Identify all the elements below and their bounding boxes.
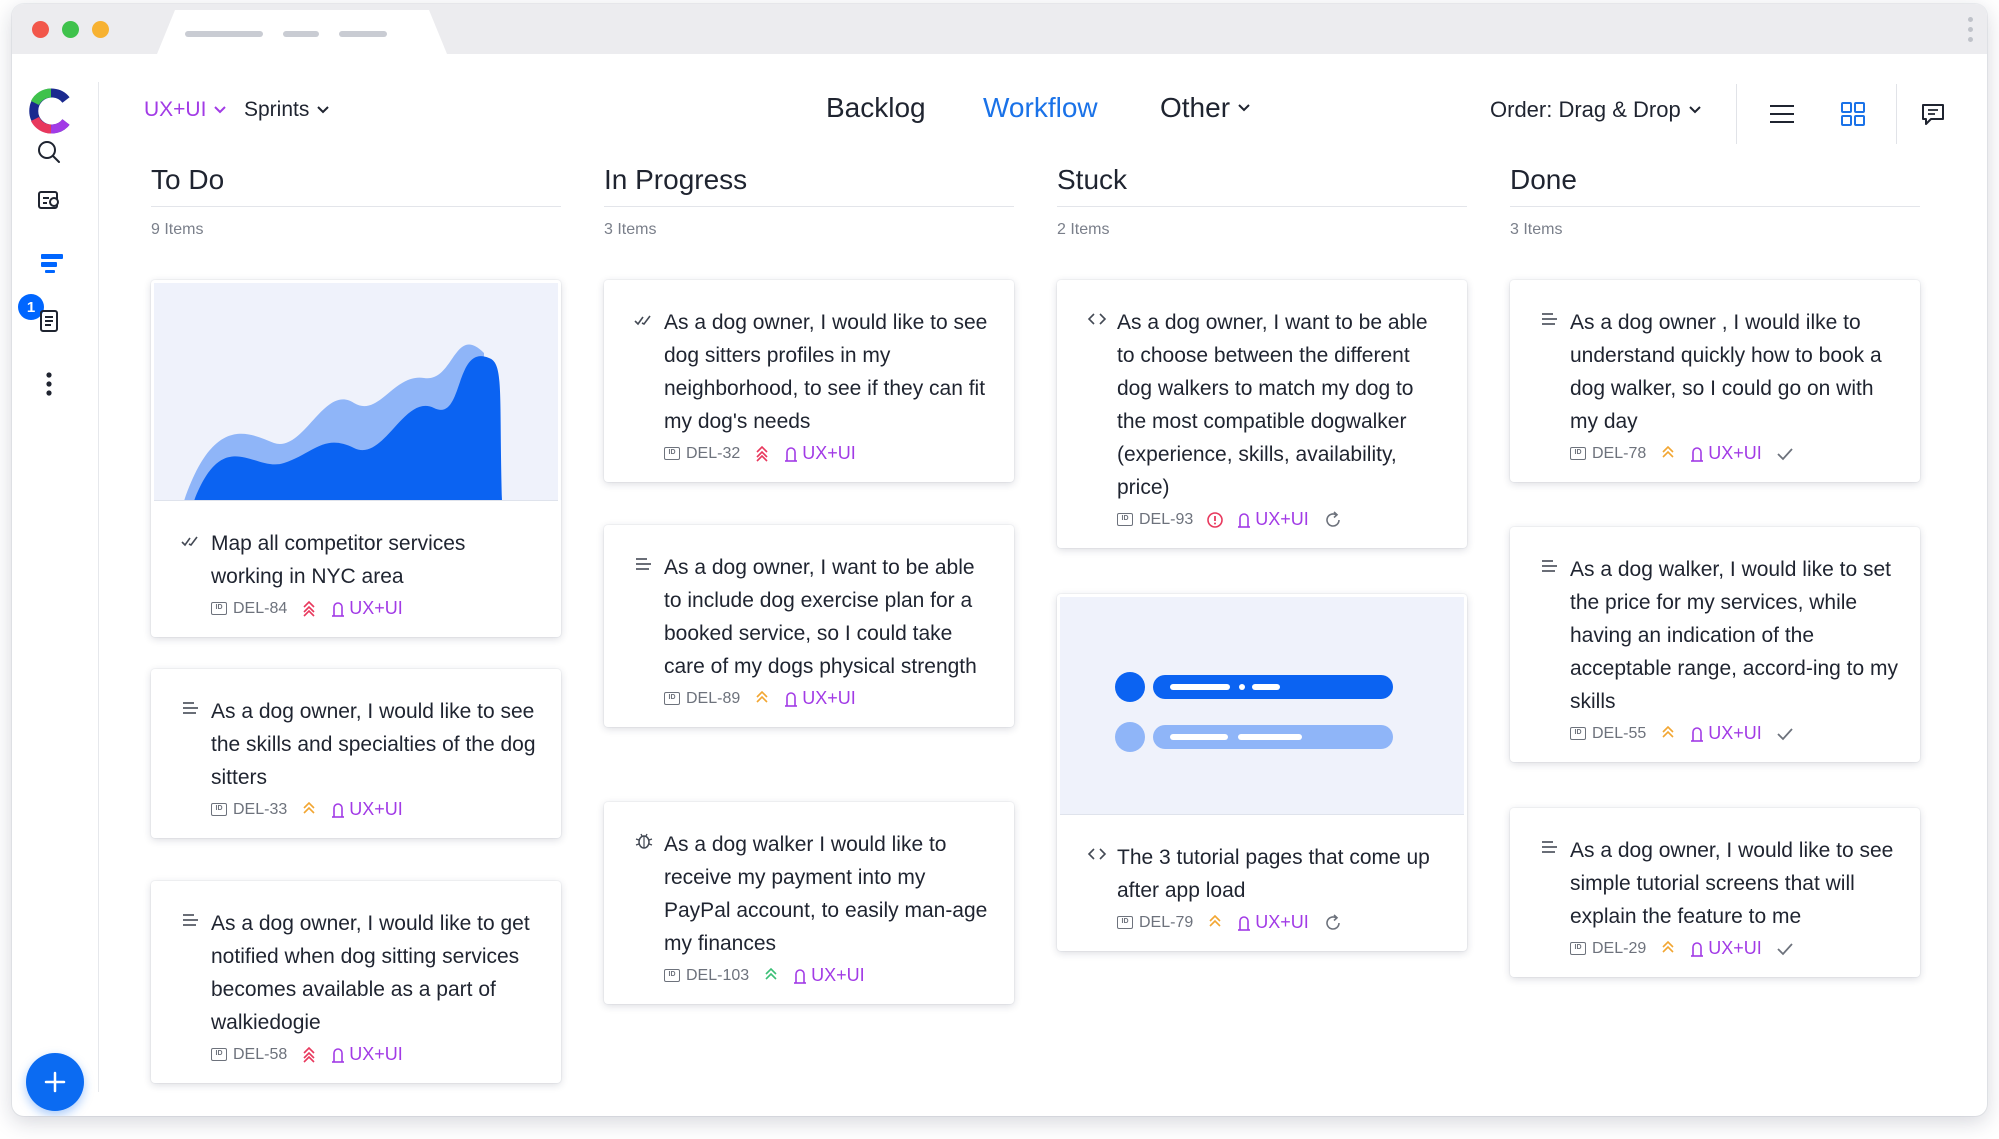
task-icon (634, 310, 654, 328)
plus-icon (43, 1070, 67, 1094)
tab-placeholder-line (283, 31, 319, 37)
card-title: As a dog owner , I would ilke to understand quickly how to book a dog walker, so I could go on with my day (1570, 311, 1882, 433)
card-tag[interactable] (331, 598, 403, 619)
card-tag[interactable] (784, 443, 856, 464)
refresh-icon[interactable] (1323, 913, 1343, 933)
board-column (1510, 164, 1920, 239)
more-vertical-icon[interactable] (29, 364, 69, 404)
tab-workflow[interactable] (983, 92, 1098, 124)
app-logo[interactable] (28, 88, 74, 134)
column-title: Stuck (1057, 164, 1467, 207)
card-id (1570, 445, 1646, 463)
card-title: As a dog owner, I want to be able to include dog exercise plan for a booked service, so I could take care of my dogs physical strength (664, 556, 977, 678)
toolbar-divider (1896, 84, 1897, 144)
card-id-label: DEL-93 (1139, 510, 1194, 528)
task-card[interactable] (1510, 527, 1920, 762)
card-tag[interactable] (1690, 938, 1762, 959)
tag-label: UX+UI (349, 1044, 403, 1064)
id-icon: ID (1117, 916, 1133, 929)
task-card[interactable] (151, 280, 561, 637)
card-tag[interactable] (784, 688, 856, 709)
task-card[interactable] (1057, 280, 1467, 548)
card-body (604, 802, 1014, 1004)
id-icon: ID (1117, 513, 1133, 526)
card-id (211, 1046, 287, 1064)
task-card[interactable] (604, 802, 1014, 1004)
user-icon (793, 968, 807, 984)
tab-label: Other (1160, 92, 1231, 123)
card-id-label: DEL-33 (233, 800, 288, 818)
id-icon: ID (1570, 942, 1586, 955)
column-item-count: 2 Items (1057, 221, 1110, 238)
card-body (1057, 280, 1467, 548)
task-card[interactable] (151, 881, 561, 1083)
chevron-down-icon (214, 106, 226, 114)
task-card[interactable] (604, 280, 1014, 482)
maximize-window-button[interactable] (92, 21, 109, 38)
priority-high-icon (301, 601, 317, 617)
tag-label: UX+UI (811, 965, 865, 985)
check-icon (1776, 726, 1794, 742)
id-icon: ID (664, 969, 680, 982)
add-item-button[interactable] (26, 1053, 84, 1111)
card-id (1117, 511, 1193, 529)
card-id (664, 690, 740, 708)
story-icon (634, 555, 654, 573)
card-tag[interactable] (331, 1044, 403, 1065)
card-body (1510, 280, 1920, 482)
tab-other[interactable] (1160, 92, 1250, 124)
card-title: As a dog owner, I would like to get notified when dog sitting services becomes available as a part of walkiedogie (211, 912, 530, 1034)
card-id-label: DEL-79 (1139, 913, 1194, 931)
notes-icon[interactable] (29, 301, 69, 341)
user-icon (784, 691, 798, 707)
card-body (604, 525, 1014, 727)
tab-placeholder-line (185, 31, 263, 37)
card-tag[interactable] (1690, 723, 1762, 744)
close-window-button[interactable] (32, 21, 49, 38)
priority-medium-icon (754, 691, 770, 707)
comments-icon[interactable] (1913, 94, 1953, 134)
board-column (1057, 164, 1467, 239)
card-meta (1570, 938, 1900, 959)
window-titlebar (12, 4, 1987, 54)
id-icon: ID (211, 602, 227, 615)
story-icon (181, 699, 201, 717)
column-title: To Do (151, 164, 561, 207)
user-icon (331, 802, 345, 818)
priority-high-icon (754, 446, 770, 462)
tag-label: UX+UI (1255, 912, 1309, 932)
order-label: Order: Drag & Drop (1490, 97, 1681, 122)
card-tag[interactable] (1237, 912, 1309, 933)
tab-placeholder-line (339, 31, 387, 37)
card-id (664, 445, 740, 463)
card-tag[interactable] (793, 965, 865, 986)
card-thumbnail (1060, 597, 1464, 815)
sidebar-divider (98, 82, 99, 1092)
chevron-down-icon (1689, 106, 1701, 114)
user-icon (1237, 915, 1251, 931)
tab-label: Backlog (826, 92, 926, 123)
board-column (151, 164, 561, 239)
card-body (604, 280, 1014, 482)
id-icon: ID (1570, 447, 1586, 460)
window-more-icon[interactable] (1968, 17, 1973, 42)
card-tag[interactable] (331, 799, 403, 820)
user-icon (1690, 446, 1704, 462)
card-id (1570, 940, 1646, 958)
card-tag[interactable] (1690, 443, 1762, 464)
card-body (151, 669, 561, 838)
list-view-icon[interactable] (1762, 94, 1802, 134)
story-icon (1540, 838, 1560, 856)
card-id (1570, 725, 1646, 743)
card-body (1057, 815, 1467, 951)
card-meta (211, 1044, 541, 1065)
card-meta (211, 799, 541, 820)
card-meta (664, 443, 994, 464)
column-title: Done (1510, 164, 1920, 207)
card-thumbnail (154, 283, 558, 501)
card-meta (664, 965, 994, 986)
priority-medium-icon (301, 802, 317, 818)
card-meta (211, 598, 541, 619)
project-label: UX+UI (144, 98, 207, 121)
toolbar-divider (1736, 84, 1737, 144)
area-chart-illustration (154, 283, 558, 501)
code-icon (1087, 310, 1107, 328)
card-id (211, 801, 287, 819)
minimize-window-button[interactable] (62, 21, 79, 38)
id-icon: ID (211, 803, 227, 816)
card-id-label: DEL-32 (686, 444, 741, 462)
tag-label: UX+UI (1255, 509, 1309, 529)
card-id (1117, 914, 1193, 932)
column-item-count: 3 Items (1510, 221, 1563, 238)
card-title: As a dog owner, I want to be able to choose between the different dog walkers to match my dog to the most compatible dogwalker (experience, skills, availability, price) (1117, 311, 1428, 499)
task-icon (181, 531, 201, 549)
left-sidebar (12, 54, 98, 1094)
card-title: As a dog owner, I would like to see dog sitters profiles in my neighborhood, to see if they can fit my dog's needs (664, 311, 988, 433)
notification-badge: 1 (18, 294, 44, 320)
story-icon (181, 911, 201, 929)
id-icon: ID (1570, 727, 1586, 740)
priority-medium-icon (1660, 446, 1676, 462)
sprints-dropdown[interactable] (244, 98, 329, 122)
card-title: The 3 tutorial pages that come up after app load (1117, 846, 1430, 902)
priority-medium-icon (1660, 726, 1676, 742)
task-card[interactable] (1510, 808, 1920, 977)
sprints-label: Sprints (244, 98, 310, 121)
user-icon (1690, 726, 1704, 742)
card-id-label: DEL-89 (686, 689, 741, 707)
card-title: Map all competitor services working in NYC area (211, 532, 466, 588)
tag-label: UX+UI (349, 799, 403, 819)
user-icon (1690, 941, 1704, 957)
card-id-label: DEL-58 (233, 1045, 288, 1063)
tag-label: UX+UI (802, 688, 856, 708)
column-item-count: 9 Items (151, 221, 204, 238)
card-body (1510, 808, 1920, 977)
priority-high-icon (301, 1047, 317, 1063)
roadmap-icon[interactable] (29, 181, 69, 221)
list-preview-illustration (1060, 597, 1464, 815)
grid-view-icon[interactable] (1833, 94, 1873, 134)
task-card[interactable] (604, 525, 1014, 727)
tag-label: UX+UI (1708, 938, 1762, 958)
task-card[interactable] (1057, 594, 1467, 951)
user-icon (331, 601, 345, 617)
column-item-count: 3 Items (604, 221, 657, 238)
user-icon (331, 1047, 345, 1063)
priority-low-icon (763, 968, 779, 984)
id-icon: ID (211, 1048, 227, 1061)
top-bar (98, 54, 1987, 154)
priority-medium-icon (1660, 941, 1676, 957)
card-title: As a dog walker, I would like to set the price for my services, while having an indication of the acceptable range, accord-ing to my skills (1570, 558, 1899, 713)
story-icon (1540, 310, 1560, 328)
card-body (151, 501, 561, 637)
story-icon (1540, 557, 1560, 575)
tag-label: UX+UI (1708, 723, 1762, 743)
blocked-icon (1207, 512, 1223, 528)
tag-label: UX+UI (802, 443, 856, 463)
code-icon (1087, 845, 1107, 863)
priority-medium-icon (1207, 915, 1223, 931)
card-meta (1570, 443, 1900, 464)
card-id-label: DEL-29 (1592, 939, 1647, 957)
card-body (1510, 527, 1920, 762)
id-icon: ID (664, 692, 680, 705)
card-meta (1117, 912, 1447, 933)
task-card[interactable] (151, 669, 561, 838)
card-id-label: DEL-84 (233, 599, 288, 617)
chevron-down-icon (1238, 104, 1250, 112)
card-id (211, 600, 287, 618)
card-id (664, 967, 749, 985)
card-title: As a dog walker I would like to receive my payment into my PayPal account, to easily man-age my finances (664, 833, 988, 955)
refresh-icon[interactable] (1323, 510, 1343, 530)
tag-label: UX+UI (1708, 443, 1762, 463)
tag-label: UX+UI (349, 598, 403, 618)
user-icon (784, 446, 798, 462)
card-meta (664, 688, 994, 709)
card-id-label: DEL-103 (686, 966, 750, 984)
column-title: In Progress (604, 164, 1014, 207)
check-icon (1776, 446, 1794, 462)
tab-backlog[interactable] (826, 92, 926, 124)
card-title: As a dog owner, I would like to see simple tutorial screens that will explain the feature to me (1570, 839, 1894, 928)
card-title: As a dog owner, I would like to see the skills and specialties of the dog sitters (211, 700, 536, 789)
card-meta (1570, 723, 1900, 744)
search-icon[interactable] (29, 132, 69, 172)
card-body (151, 881, 561, 1083)
app-window (12, 4, 1987, 1116)
task-card[interactable] (1510, 280, 1920, 482)
project-dropdown[interactable] (144, 98, 226, 122)
board-column (604, 164, 1014, 239)
card-meta (1117, 509, 1447, 530)
tab-label: Workflow (983, 92, 1098, 123)
browser-tab[interactable] (157, 10, 447, 54)
user-icon (1237, 512, 1251, 528)
board-icon[interactable] (29, 241, 69, 281)
bug-icon (634, 832, 654, 850)
card-id-label: DEL-55 (1592, 724, 1647, 742)
check-icon (1776, 941, 1794, 957)
card-tag[interactable] (1237, 509, 1309, 530)
order-dropdown[interactable] (1490, 97, 1701, 123)
card-id-label: DEL-78 (1592, 444, 1647, 462)
id-icon: ID (664, 447, 680, 460)
chevron-down-icon (317, 106, 329, 114)
